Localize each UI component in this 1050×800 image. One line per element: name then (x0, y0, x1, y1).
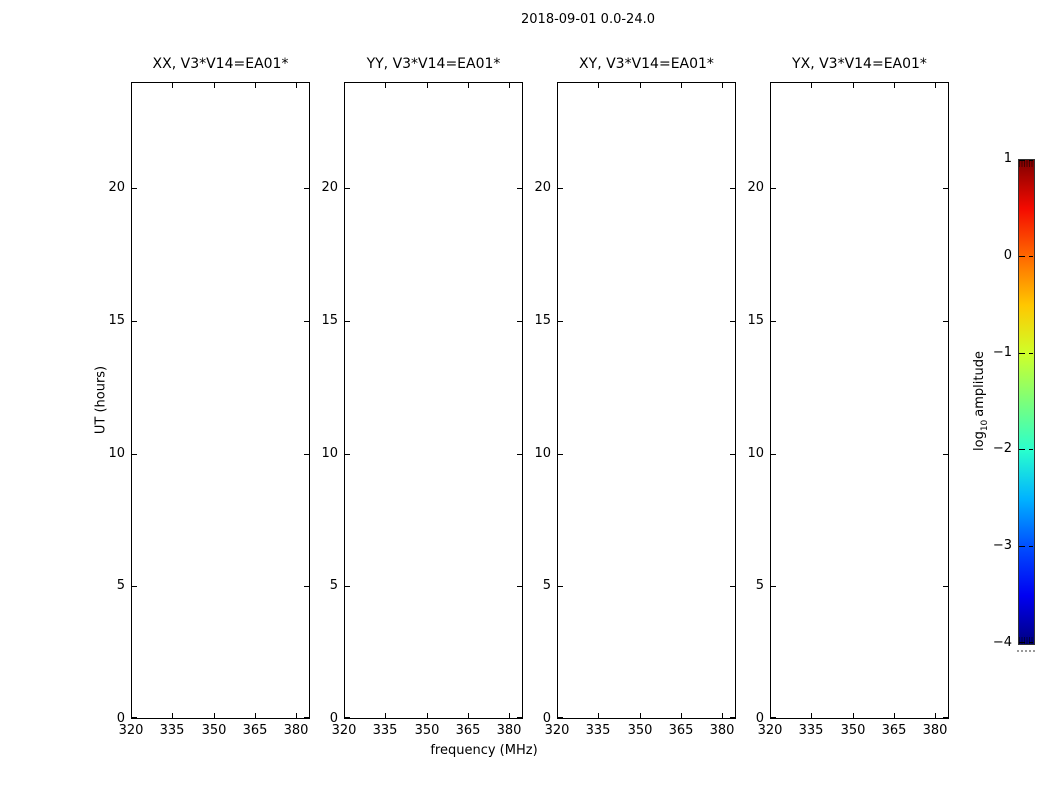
y-tick-left (345, 717, 350, 718)
y-tick-left (345, 454, 350, 455)
y-tick-label: 10 (747, 446, 764, 461)
x-tick-bottom (811, 713, 812, 718)
x-tick-top (427, 83, 428, 88)
x-tick-label: 365 (668, 723, 694, 738)
y-tick-right (943, 717, 948, 718)
x-tick-top (172, 83, 173, 88)
x-tick-top (131, 83, 132, 88)
x-tick-bottom (509, 713, 510, 718)
colorbar-tick-left (1019, 546, 1025, 547)
colorbar-tick-left (1019, 353, 1025, 354)
y-tick-label: 20 (321, 180, 338, 195)
x-tick-top (770, 83, 771, 88)
y-tick-right (943, 586, 948, 587)
subplot-panel (770, 82, 949, 719)
y-tick-label: 5 (755, 578, 764, 593)
y-tick-label: 0 (755, 711, 764, 726)
y-tick-left (132, 321, 137, 322)
x-tick-label: 350 (627, 723, 653, 738)
x-tick-top (598, 83, 599, 88)
y-axis-label: UT (hours) (93, 365, 109, 435)
x-tick-top (811, 83, 812, 88)
x-tick-top (468, 83, 469, 88)
x-tick-bottom (598, 713, 599, 718)
x-tick-top (214, 83, 215, 88)
x-tick-bottom (214, 713, 215, 718)
x-tick-bottom (468, 713, 469, 718)
y-tick-label: 15 (321, 313, 338, 328)
x-tick-top (894, 83, 895, 88)
y-tick-left (558, 188, 563, 189)
x-tick-label: 380 (709, 723, 735, 738)
figure-title: 2018-09-01 0.0-24.0 (521, 12, 655, 27)
y-tick-left (771, 586, 776, 587)
y-tick-label: 15 (108, 313, 125, 328)
x-tick-top (722, 83, 723, 88)
y-tick-label: 10 (321, 446, 338, 461)
y-tick-right (943, 454, 948, 455)
colorbar-tick-label: 1 (1003, 151, 1012, 166)
y-tick-left (558, 586, 563, 587)
colorbar-tick-right (1029, 642, 1033, 643)
y-tick-left (558, 454, 563, 455)
colorbar-tick-label: −1 (992, 345, 1012, 360)
y-tick-label: 10 (108, 446, 125, 461)
y-tick-left (558, 717, 563, 718)
x-tick-label: 320 (544, 723, 570, 738)
x-tick-label: 380 (496, 723, 522, 738)
x-tick-bottom (385, 713, 386, 718)
x-tick-bottom (296, 713, 297, 718)
x-tick-label: 380 (922, 723, 948, 738)
y-tick-label: 20 (747, 180, 764, 195)
subplot-panel (557, 82, 736, 719)
colorbar-tick-right (1029, 449, 1033, 450)
colorbar-extend-dots (1017, 650, 1035, 652)
colorbar-tick-left (1019, 256, 1025, 257)
subplot-panel (344, 82, 523, 719)
colorbar-tick-left (1019, 160, 1025, 161)
x-tick-label: 320 (757, 723, 783, 738)
colorbar-tick-left (1019, 642, 1025, 643)
x-tick-bottom (427, 713, 428, 718)
x-axis-label: frequency (MHz) (430, 743, 538, 758)
x-tick-bottom (172, 713, 173, 718)
y-tick-label: 10 (534, 446, 551, 461)
x-tick-label: 350 (201, 723, 227, 738)
y-tick-label: 15 (747, 313, 764, 328)
x-tick-bottom (935, 713, 936, 718)
y-tick-left (771, 717, 776, 718)
x-tick-bottom (894, 713, 895, 718)
y-tick-label: 15 (534, 313, 551, 328)
x-tick-bottom (640, 713, 641, 718)
y-tick-label: 0 (116, 711, 125, 726)
y-tick-label: 20 (534, 180, 551, 195)
colorbar-tick-right (1029, 256, 1033, 257)
y-tick-left (132, 454, 137, 455)
subplot-title: YY, V3*V14=EA01* (366, 56, 501, 72)
y-tick-left (771, 321, 776, 322)
x-tick-bottom (853, 713, 854, 718)
x-tick-label: 365 (455, 723, 481, 738)
x-tick-label: 350 (840, 723, 866, 738)
x-tick-top (509, 83, 510, 88)
colorbar-top-hatch (1019, 160, 1034, 167)
x-tick-label: 335 (372, 723, 398, 738)
subplot-panel (131, 82, 310, 719)
x-tick-top (255, 83, 256, 88)
x-tick-label: 335 (798, 723, 824, 738)
x-tick-label: 365 (881, 723, 907, 738)
y-tick-right (943, 188, 948, 189)
y-tick-left (558, 321, 563, 322)
x-tick-bottom (255, 713, 256, 718)
x-tick-top (935, 83, 936, 88)
y-tick-left (771, 454, 776, 455)
x-tick-top (296, 83, 297, 88)
x-tick-label: 335 (159, 723, 185, 738)
colorbar-tick-left (1019, 449, 1025, 450)
colorbar-tick-right (1029, 353, 1033, 354)
y-tick-label: 20 (108, 180, 125, 195)
x-tick-bottom (722, 713, 723, 718)
subplot-title: XY, V3*V14=EA01* (579, 56, 714, 72)
x-tick-label: 350 (414, 723, 440, 738)
colorbar-label-rest: amplitude (972, 351, 988, 417)
x-tick-top (853, 83, 854, 88)
x-tick-label: 320 (118, 723, 144, 738)
colorbar-tick-right (1029, 160, 1033, 161)
colorbar-tick-label: −4 (992, 635, 1012, 650)
y-tick-left (345, 586, 350, 587)
x-tick-label: 335 (585, 723, 611, 738)
x-tick-label: 380 (283, 723, 309, 738)
x-tick-top (344, 83, 345, 88)
y-tick-label: 5 (116, 578, 125, 593)
x-tick-top (681, 83, 682, 88)
x-tick-top (385, 83, 386, 88)
colorbar (1018, 159, 1035, 645)
colorbar-tick-label: 0 (1003, 248, 1012, 263)
colorbar-tick-right (1029, 546, 1033, 547)
colorbar-label-word: log (972, 431, 988, 451)
y-tick-left (132, 717, 137, 718)
x-tick-bottom (681, 713, 682, 718)
colorbar-label (972, 351, 990, 451)
colorbar-tick-label: −2 (992, 441, 1012, 456)
subplot-title: XX, V3*V14=EA01* (152, 56, 289, 72)
y-tick-label: 5 (329, 578, 338, 593)
y-tick-label: 5 (542, 578, 551, 593)
y-tick-left (132, 188, 137, 189)
x-tick-label: 365 (242, 723, 268, 738)
y-tick-label: 0 (542, 711, 551, 726)
x-tick-top (640, 83, 641, 88)
y-tick-left (345, 188, 350, 189)
y-tick-label: 0 (329, 711, 338, 726)
y-tick-left (345, 321, 350, 322)
y-tick-left (132, 586, 137, 587)
y-tick-left (771, 188, 776, 189)
x-tick-label: 320 (331, 723, 357, 738)
colorbar-tick-label: −3 (992, 538, 1012, 553)
x-tick-top (557, 83, 558, 88)
y-tick-right (943, 321, 948, 322)
colorbar-label-subscript: 10 (979, 419, 990, 432)
subplot-title: YX, V3*V14=EA01* (792, 56, 927, 72)
